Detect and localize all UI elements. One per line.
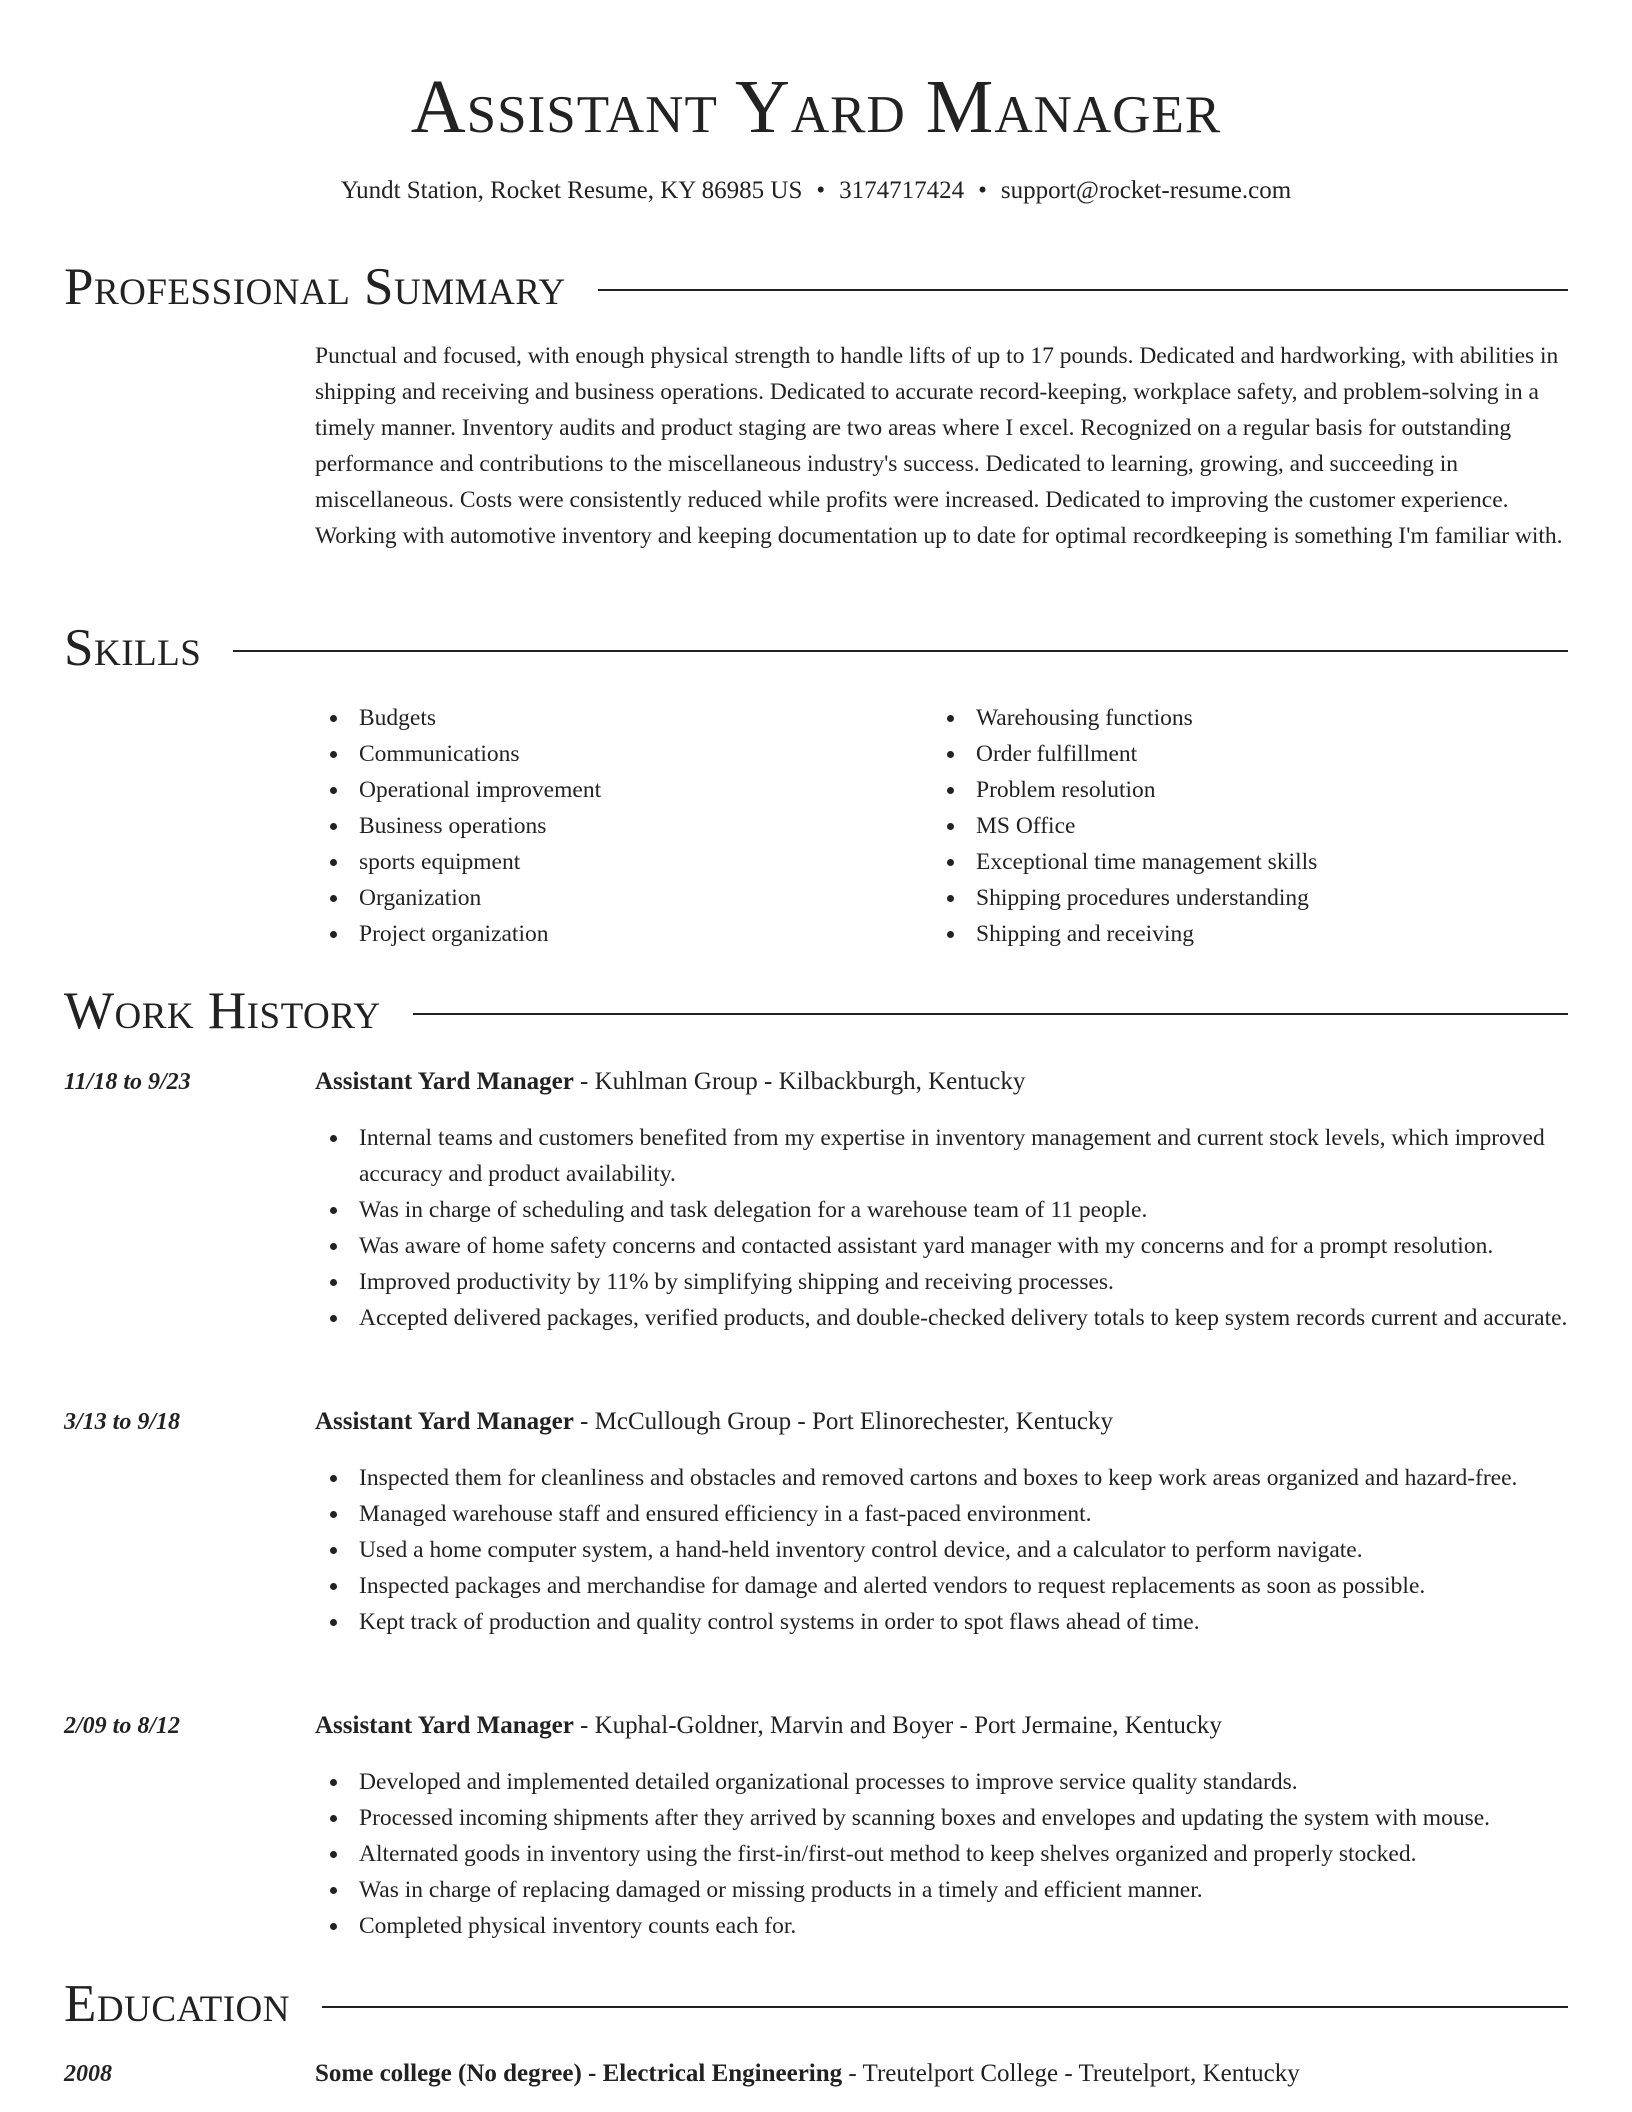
list-item <box>315 1264 1568 1300</box>
bullet-icon <box>330 1851 337 1858</box>
bullet-icon <box>947 823 954 830</box>
bullet-text: Internal teams and customers benefited from my expertise in inventory management and current stock levels, which improved accuracy and product availability. <box>359 1125 1545 1187</box>
list-item <box>315 1800 1568 1836</box>
bullet-text: Inspected packages and merchandise for damage and alerted vendors to request replacements as soon as possible. <box>359 1573 1426 1599</box>
bullet-icon <box>330 1475 337 1482</box>
bullet-icon <box>330 1923 337 1930</box>
job-title-line <box>315 1708 1222 1744</box>
list-item <box>315 1908 1568 1944</box>
job-title: Assistant Yard Manager <box>315 1712 574 1739</box>
bullet-icon <box>330 931 337 938</box>
bullet-icon <box>330 715 337 722</box>
list-item <box>315 1604 1568 1640</box>
job-title: Assistant Yard Manager <box>315 1068 574 1095</box>
bullet-icon <box>947 931 954 938</box>
skill-item <box>932 808 1549 844</box>
bullet-text: Completed physical inventory counts each for. <box>359 1913 797 1939</box>
skill-label: Project organization <box>359 921 549 947</box>
section-divider <box>413 1013 1568 1015</box>
skill-label: Warehousing functions <box>976 705 1193 731</box>
skill-item <box>315 916 932 952</box>
job-date: 11/18 to 9/23 <box>64 1069 191 1095</box>
phone: 3174717424 <box>839 177 965 204</box>
skill-label: Operational improvement <box>359 777 602 803</box>
skills-column-left <box>315 700 932 952</box>
bullet-icon <box>947 859 954 866</box>
skill-label: Budgets <box>359 705 437 731</box>
bullet-icon <box>330 1511 337 1518</box>
skills-section-header <box>64 616 1568 680</box>
skill-item <box>315 880 932 916</box>
skill-item <box>932 916 1549 952</box>
email: support@rocket-resume.com <box>1000 177 1292 204</box>
address: Yundt Station, Rocket Resume, KY 86985 US <box>340 177 803 204</box>
job-employer: - McCullough Group - Port Elinorechester, Kentucky <box>573 1408 1113 1435</box>
skills-list <box>315 700 1565 952</box>
job-title-line <box>315 1064 1025 1100</box>
job-employer: - Kuhlman Group - Kilbackburgh, Kentucky <box>573 1068 1026 1095</box>
bullet-icon <box>330 1243 337 1250</box>
job-date: 3/13 to 9/18 <box>64 1409 181 1435</box>
skill-item <box>315 772 932 808</box>
list-item <box>315 1192 1568 1228</box>
skill-item <box>932 880 1549 916</box>
skills-column-right <box>932 700 1549 952</box>
bullet-icon <box>330 859 337 866</box>
bullet-icon <box>947 787 954 794</box>
section-heading-work: Work History <box>64 982 381 1040</box>
bullet-icon <box>330 823 337 830</box>
bullet-icon <box>330 1815 337 1822</box>
skill-item <box>932 736 1549 772</box>
skill-label: sports equipment <box>359 849 521 875</box>
bullet-icon <box>330 1583 337 1590</box>
bullet-text: Was aware of home safety concerns and contacted assistant yard manager with my concerns and for a prompt resolution. <box>359 1233 1494 1259</box>
education-school: - Treutelport College - Treutelport, Kentucky <box>842 2060 1300 2087</box>
skill-label: Shipping procedures understanding <box>976 885 1309 911</box>
section-heading-skills: Skills <box>64 619 202 677</box>
work-section-header <box>64 979 1568 1043</box>
skill-item <box>315 700 932 736</box>
candidate-name: Assistant Yard Manager <box>410 65 1222 149</box>
bullet-text: Was in charge of replacing damaged or missing products in a timely and efficient manner. <box>359 1877 1203 1903</box>
skill-label: Exceptional time management skills <box>976 849 1318 875</box>
job-employer: - Kuphal-Goldner, Marvin and Boyer - Port Jermaine, Kentucky <box>573 1712 1222 1739</box>
bullet-icon <box>947 895 954 902</box>
bullet-text: Processed incoming shipments after they arrived by scanning boxes and envelopes and updating the system with mouse. <box>359 1805 1491 1831</box>
contact-line <box>0 172 1632 210</box>
job-bullets <box>315 1764 1568 1944</box>
bullet-text: Developed and implemented detailed organizational processes to improve service quality standards. <box>359 1769 1298 1795</box>
list-item <box>315 1836 1568 1872</box>
list-item <box>315 1120 1568 1192</box>
list-item <box>315 1764 1568 1800</box>
bullet-text: Inspected them for cleanliness and obstacles and removed cartons and boxes to keep work areas organized and hazard-free. <box>359 1465 1518 1491</box>
education-section-header <box>64 1972 1568 2036</box>
list-item <box>315 1496 1568 1532</box>
bullet-text: Accepted delivered packages, verified products, and double-checked delivery totals to keep system records current and accurate. <box>359 1305 1568 1331</box>
education-line <box>315 2056 1300 2092</box>
list-item <box>315 1460 1568 1496</box>
list-item <box>315 1532 1568 1568</box>
skill-item <box>932 772 1549 808</box>
job-bullets <box>315 1460 1568 1640</box>
bullet-text: Used a home computer system, a hand-held inventory control device, and a calculator to perform navigate. <box>359 1537 1363 1563</box>
job-title: Assistant Yard Manager <box>315 1408 574 1435</box>
bullet-text: Alternated goods in inventory using the first-in/first-out method to keep shelves organized and properly stocked. <box>359 1841 1417 1867</box>
separator: • <box>978 177 987 204</box>
skill-item <box>315 844 932 880</box>
summary-text: Punctual and focused, with enough physical strength to handle lifts of up to 17 pounds. Dedicated and hardworking, with abilities in shipping and receiving and business operations. Dedicated to accurate record-keeping, workplace safety, and problem-solving in a timely manner. Inventory audits and product staging are two areas where I excel. Recognized on a regular basis for outstanding performance and contributions to the miscellaneous industry's success. Dedicated to learning, growing, and succeeding in miscellaneous. Costs were consistently reduced while profits were increased. Dedicated to improving the customer experience. Working with automotive inventory and keeping documentation up to date for optimal recordkeeping is something I'm familiar with. <box>315 343 1563 549</box>
list-item <box>315 1872 1568 1908</box>
section-heading-summary: Professional Summary <box>64 258 566 316</box>
skill-label: MS Office <box>976 813 1076 839</box>
list-item <box>315 1228 1568 1264</box>
separator: • <box>816 177 826 204</box>
job-date: 2/09 to 8/12 <box>64 1713 181 1739</box>
skill-label: Organization <box>359 885 482 911</box>
section-heading-education: Education <box>64 1975 290 2033</box>
bullet-text: Improved productivity by 11% by simplifying shipping and receiving processes. <box>359 1269 1114 1295</box>
list-item <box>315 1568 1568 1604</box>
skill-label: Problem resolution <box>976 777 1156 803</box>
skill-label: Business operations <box>359 813 547 839</box>
bullet-icon <box>330 895 337 902</box>
summary-section-header <box>64 255 1568 319</box>
skill-item <box>932 700 1549 736</box>
section-divider <box>598 289 1568 291</box>
section-divider <box>322 2006 1568 2008</box>
section-divider <box>233 650 1568 652</box>
skill-label: Order fulfillment <box>976 741 1138 767</box>
education-degree: Some college (No degree) - Electrical Engineering <box>315 2060 843 2087</box>
bullet-icon <box>947 715 954 722</box>
bullet-icon <box>330 1887 337 1894</box>
skill-label: Shipping and receiving <box>976 921 1194 947</box>
list-item <box>315 1300 1568 1336</box>
bullet-icon <box>330 1779 337 1786</box>
skill-item <box>932 844 1549 880</box>
bullet-icon <box>330 1619 337 1626</box>
job-bullets <box>315 1120 1568 1336</box>
skill-item <box>315 736 932 772</box>
bullet-text: Was in charge of scheduling and task delegation for a warehouse team of 11 people. <box>359 1197 1148 1223</box>
bullet-text: Kept track of production and quality control systems in order to spot flaws ahead of time. <box>359 1609 1200 1635</box>
bullet-text: Managed warehouse staff and ensured efficiency in a fast-paced environment. <box>359 1501 1092 1527</box>
bullet-icon <box>330 1279 337 1286</box>
bullet-icon <box>330 787 337 794</box>
bullet-icon <box>330 751 337 758</box>
bullet-icon <box>330 1135 337 1142</box>
education-date: 2008 <box>64 2061 112 2087</box>
skill-label: Communications <box>359 741 520 767</box>
bullet-icon <box>330 1207 337 1214</box>
job-title-line <box>315 1404 1113 1440</box>
skill-item <box>315 808 932 844</box>
bullet-icon <box>330 1547 337 1554</box>
bullet-icon <box>330 1315 337 1322</box>
bullet-icon <box>947 751 954 758</box>
